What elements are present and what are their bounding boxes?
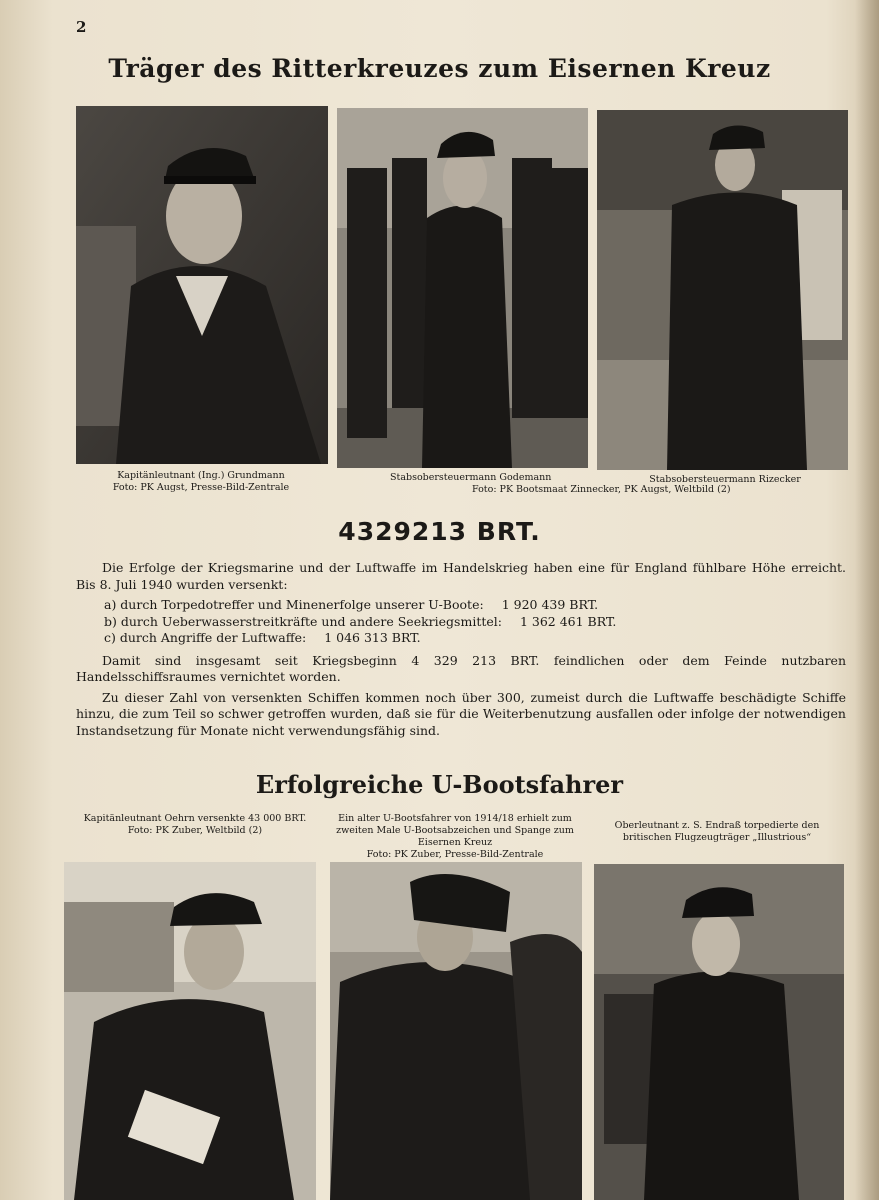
- caption-text: Ein alter U-Bootsfahrer von 1914/18 erhielt zum zweiten Male U-Bootsabzeichen und Spange zum Eisernen Kreuz: [336, 813, 574, 848]
- sinking-list: [104, 597, 846, 647]
- caption-text: Oberleutnant z. S. Endraß torpedierte den britischen Flugzeugträger „Illustrious“: [614, 820, 820, 843]
- caption-text: Kapitänleutnant Oehrn versenkte 43 000 BRT.: [83, 813, 307, 824]
- section-title: Erfolgreiche U-Bootsfahrer: [255, 770, 624, 799]
- caption-credit: Foto: PK Zuber, Weltbild (2): [127, 825, 263, 836]
- caption-credit: Foto: PK Zuber, Presse-Bild-Zentrale: [366, 849, 544, 860]
- item-amount: 1 920 439 BRT.: [501, 597, 599, 612]
- item-amount: 1 362 461 BRT.: [519, 613, 617, 629]
- photo-grundmann: [76, 106, 328, 464]
- caption-credit: Foto: PK Bootsmaat Zinnecker, PK Augst, Weltbild (2): [472, 484, 731, 495]
- page-number: 2: [76, 18, 87, 36]
- caption-credit: Foto: PK Augst, Presse-Bild-Zentrale: [112, 482, 290, 493]
- caption-text: Kapitänleutnant (Ing.) Grundmann: [117, 470, 285, 481]
- article-body: [76, 560, 846, 743]
- caption-text: Stabsobersteuermann Rizecker: [649, 474, 801, 485]
- caption-rizecker: [630, 474, 820, 486]
- photo-oehrn: [64, 862, 316, 1200]
- item-label: a) durch Torpedotreffer und Minenerfolge unserer U-Boote:: [104, 597, 484, 612]
- caption-endrass: [592, 820, 842, 844]
- photo-endrass: [594, 864, 844, 1200]
- tonnage-headline: 4329213 BRT.: [338, 517, 541, 546]
- item-label: c) durch Angriffe der Luftwaffe:: [104, 630, 307, 645]
- caption-oehrn: [80, 813, 310, 837]
- photo-godemann: [337, 108, 588, 468]
- photo-rizecker: [597, 110, 848, 470]
- article-damaged: Zu dieser Zahl von versenkten Schiffen kommen noch über 300, zumeist durch die Luftwaffe beschädigte Schiffe hinzu, die zum Teil so schwer getroffen wurden, daß sie für die Weiterbenutzung ausfallen oder infolge der notwendigen Instandsetzung für Monate nicht verwendungsfähig sind.: [76, 689, 846, 738]
- caption-veteran: [330, 813, 580, 861]
- article-intro: Die Erfolge der Kriegsmarine und der Luftwaffe im Handelskrieg haben eine für England fühlbare Höhe erreicht. Bis 8. Juli 1940 wurden versenkt:: [76, 560, 846, 592]
- item-label: b) durch Ueberwasserstreitkräfte und andere Seekriegsmittel:: [104, 613, 502, 629]
- page-edge-shadow: [855, 0, 879, 1200]
- photo-veteran: [330, 862, 582, 1200]
- list-item: [104, 614, 846, 631]
- list-item: [104, 597, 846, 614]
- item-amount: 1 046 313 BRT.: [324, 630, 421, 645]
- article-total: Damit sind insgesamt seit Kriegsbeginn 4 329 213 BRT. feindlichen oder dem Feinde nutzbaren Handelsschiffsraumes vernichtet worden.: [76, 652, 846, 684]
- caption-grundmann: [96, 470, 306, 494]
- page-title: Träger des Ritterkreuzes zum Eisernen Kreuz: [108, 54, 771, 83]
- list-item: [104, 630, 846, 647]
- caption-text: Stabsobersteuermann Godemann: [390, 472, 552, 483]
